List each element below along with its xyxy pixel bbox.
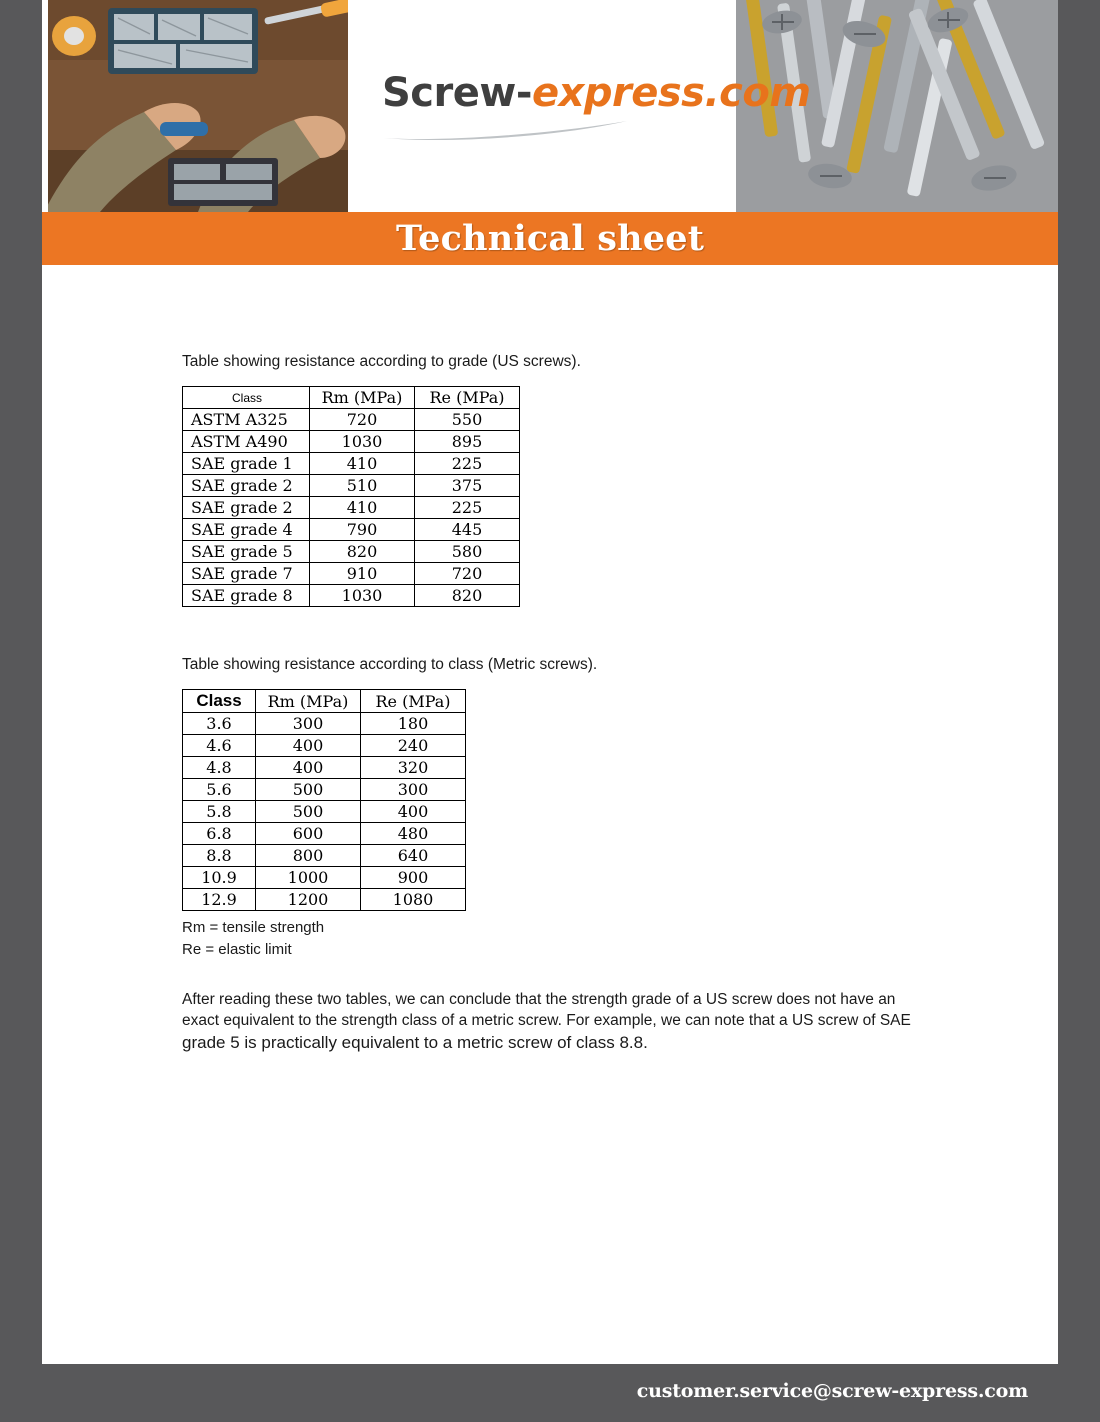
metric-header-class: Class — [183, 690, 256, 713]
us-cell-re: 225 — [415, 453, 520, 475]
metric-cell-rm: 300 — [256, 713, 361, 735]
us-cell-class: ASTM A325 — [183, 409, 310, 431]
us-cell-re: 225 — [415, 497, 520, 519]
table-row — [183, 735, 466, 757]
table-row — [183, 779, 466, 801]
table-row — [183, 845, 466, 867]
metric-cell-class: 12.9 — [183, 889, 256, 911]
page-title: Technical sheet — [395, 218, 705, 259]
logo-swoosh-icon — [382, 120, 632, 142]
us-cell-rm: 1030 — [310, 585, 415, 607]
table-row — [183, 801, 466, 823]
table-row — [183, 431, 520, 453]
us-cell-class: SAE grade 8 — [183, 585, 310, 607]
title-band — [42, 212, 1058, 265]
metric-cell-re: 640 — [361, 845, 466, 867]
document-content — [182, 352, 942, 1055]
table-row — [183, 475, 520, 497]
conclusion-block — [182, 989, 942, 1055]
logo-text-part1: Screw- — [382, 70, 532, 116]
metric-cell-re: 900 — [361, 867, 466, 889]
us-cell-class: SAE grade 5 — [183, 541, 310, 563]
metric-table-caption: Table showing resistance according to class (Metric screws). — [182, 656, 598, 673]
us-cell-rm: 410 — [310, 453, 415, 475]
table-row — [183, 541, 520, 563]
table-row — [183, 889, 466, 911]
metric-resistance-table — [182, 689, 466, 911]
legend-re: Re = elastic limit — [182, 941, 292, 958]
table-row — [183, 867, 466, 889]
site-logo — [382, 70, 811, 147]
metric-cell-class: 8.8 — [183, 845, 256, 867]
table-row — [183, 453, 520, 475]
table-row — [183, 713, 466, 735]
us-header-class: Class — [183, 387, 310, 409]
page-footer — [0, 1364, 1100, 1422]
legend-rm: Rm = tensile strength — [182, 919, 325, 936]
us-header-rm: Rm (MPa) — [310, 387, 415, 409]
us-cell-rm: 910 — [310, 563, 415, 585]
us-cell-re: 550 — [415, 409, 520, 431]
us-resistance-table — [182, 386, 520, 607]
metric-cell-rm: 1200 — [256, 889, 361, 911]
metric-cell-re: 480 — [361, 823, 466, 845]
metric-cell-rm: 800 — [256, 845, 361, 867]
us-cell-class: SAE grade 4 — [183, 519, 310, 541]
metric-cell-re: 1080 — [361, 889, 466, 911]
table-row — [183, 563, 520, 585]
metric-cell-rm: 500 — [256, 779, 361, 801]
metric-cell-class: 3.6 — [183, 713, 256, 735]
right-frame-bar — [1058, 0, 1100, 1422]
table-row — [183, 823, 466, 845]
table-header-row — [183, 387, 520, 409]
us-cell-rm: 410 — [310, 497, 415, 519]
table-row — [183, 497, 520, 519]
us-cell-rm: 720 — [310, 409, 415, 431]
table-row — [183, 409, 520, 431]
metric-cell-rm: 400 — [256, 757, 361, 779]
metric-cell-re: 320 — [361, 757, 466, 779]
us-cell-re: 445 — [415, 519, 520, 541]
metric-cell-class: 10.9 — [183, 867, 256, 889]
metric-cell-rm: 1000 — [256, 867, 361, 889]
table-row — [183, 585, 520, 607]
us-cell-class: SAE grade 2 — [183, 475, 310, 497]
metric-header-re: Re (MPa) — [361, 690, 466, 713]
us-cell-re: 375 — [415, 475, 520, 497]
us-cell-re: 580 — [415, 541, 520, 563]
conclusion-line-3: grade 5 is practically equivalent to a metric screw of class 8.8. — [182, 1033, 648, 1052]
contact-email[interactable]: customer.service@screw-express.com — [636, 1380, 1028, 1402]
us-header-re: Re (MPa) — [415, 387, 520, 409]
table-row — [183, 757, 466, 779]
table-row — [183, 519, 520, 541]
metric-cell-class: 6.8 — [183, 823, 256, 845]
us-cell-class: ASTM A490 — [183, 431, 310, 453]
us-cell-class: SAE grade 7 — [183, 563, 310, 585]
us-cell-rm: 1030 — [310, 431, 415, 453]
us-cell-re: 895 — [415, 431, 520, 453]
conclusion-line-1: After reading these two tables, we can conclude that the strength grade of a US screw does not have an — [182, 991, 896, 1008]
metric-cell-class: 5.6 — [183, 779, 256, 801]
us-cell-rm: 820 — [310, 541, 415, 563]
metric-cell-re: 400 — [361, 801, 466, 823]
workbench-photo — [48, 0, 348, 212]
page-header — [42, 0, 1058, 265]
us-cell-class: SAE grade 1 — [183, 453, 310, 475]
metric-cell-rm: 600 — [256, 823, 361, 845]
table-header-row — [183, 690, 466, 713]
metric-header-rm: Rm (MPa) — [256, 690, 361, 713]
metric-cell-rm: 500 — [256, 801, 361, 823]
metric-cell-rm: 400 — [256, 735, 361, 757]
metric-cell-re: 300 — [361, 779, 466, 801]
us-cell-re: 720 — [415, 563, 520, 585]
us-cell-rm: 510 — [310, 475, 415, 497]
left-frame-bar — [0, 0, 42, 1422]
legend-block — [182, 917, 942, 961]
metric-cell-re: 180 — [361, 713, 466, 735]
us-cell-re: 820 — [415, 585, 520, 607]
metric-cell-class: 5.8 — [183, 801, 256, 823]
metric-cell-re: 240 — [361, 735, 466, 757]
us-table-caption: Table showing resistance according to grade (US screws). — [182, 353, 581, 370]
metric-cell-class: 4.6 — [183, 735, 256, 757]
logo-text — [382, 70, 811, 116]
conclusion-line-2: exact equivalent to the strength class of a metric screw. For example, we can note that a US screw of SAE — [182, 1012, 911, 1029]
us-cell-class: SAE grade 2 — [183, 497, 310, 519]
us-cell-rm: 790 — [310, 519, 415, 541]
metric-cell-class: 4.8 — [183, 757, 256, 779]
logo-text-part2: express.com — [531, 70, 811, 116]
